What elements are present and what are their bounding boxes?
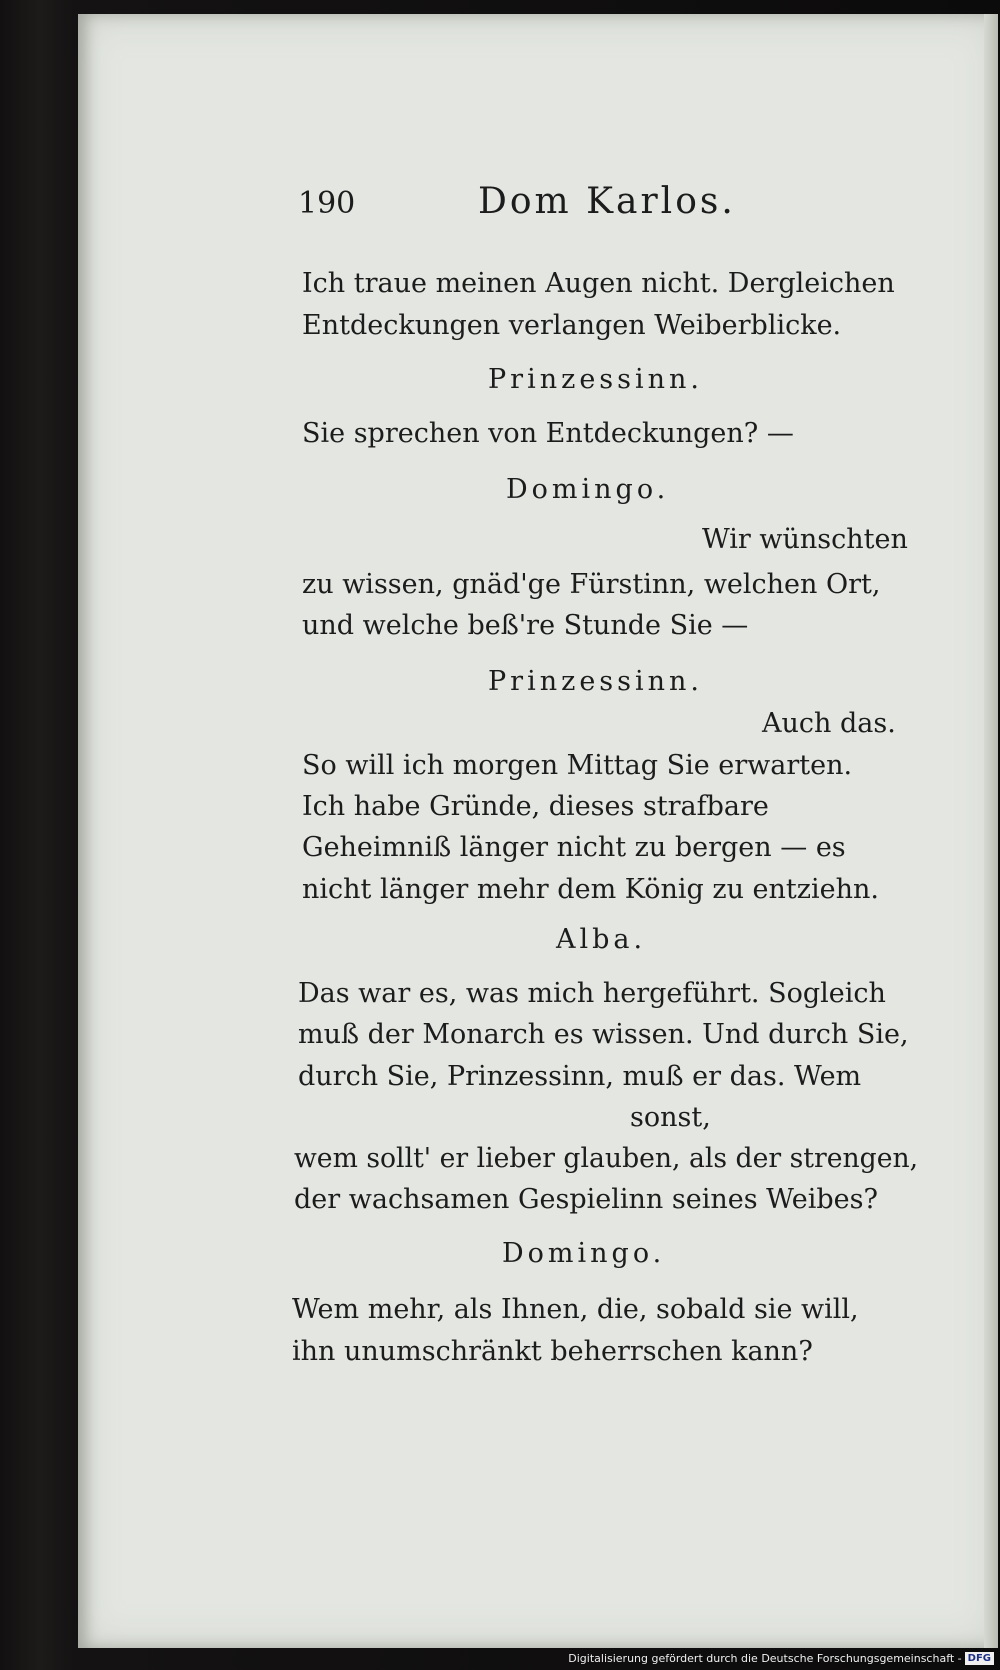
- running-title: Dom Karlos.: [478, 181, 736, 222]
- text-line: Ich traue meinen Augen nicht. Dergleichen: [302, 268, 895, 299]
- text-line: durch Sie, Prinzessinn, muß er das. Wem: [298, 1061, 862, 1092]
- text-line: Entdeckungen verlangen Weiberblicke.: [302, 310, 842, 341]
- text-line: Ich habe Gründe, dieses strafbare: [302, 791, 769, 822]
- speaker-name: Domingo.: [502, 1238, 666, 1269]
- text-line: So will ich morgen Mittag Sie erwarten.: [302, 750, 853, 781]
- text-line: muß der Monarch es wissen. Und durch Sie,: [298, 1019, 909, 1050]
- text-line: Sie sprechen von Entdeckungen? —: [302, 418, 794, 449]
- text-line: Wir wünschten: [702, 524, 908, 555]
- speaker-name: Domingo.: [506, 474, 670, 505]
- credit-text: Digitalisierung gefördert durch die Deutsche Forschungsgemeinschaft -: [568, 1652, 962, 1665]
- dfg-logo: DFG: [965, 1652, 994, 1665]
- text-line: und welche beß're Stunde Sie —: [302, 610, 749, 641]
- text-line: zu wissen, gnäd'ge Fürstinn, welchen Ort,: [302, 569, 881, 600]
- page-number: 190: [298, 186, 356, 221]
- digitization-credit: [568, 1652, 994, 1665]
- speaker-name: Prinzessinn.: [488, 666, 704, 697]
- text-line: sonst,: [630, 1102, 711, 1133]
- text-line: ihn unumschränkt beherrschen kann?: [292, 1336, 813, 1367]
- text-line: der wachsamen Gespielinn seines Weibes?: [294, 1184, 878, 1215]
- page-edge: [984, 14, 998, 1648]
- book-page: [78, 14, 998, 1648]
- text-line: nicht länger mehr dem König zu entziehn.: [302, 874, 879, 905]
- speaker-name: Alba.: [556, 924, 647, 955]
- text-line: Geheimniß länger nicht zu bergen — es: [302, 832, 846, 863]
- speaker-name: Prinzessinn.: [488, 364, 704, 395]
- text-line: Auch das.: [762, 708, 896, 739]
- text-line: wem sollt' er lieber glauben, als der strengen,: [294, 1143, 919, 1174]
- text-line: Das war es, was mich hergeführt. Sogleich: [298, 978, 886, 1009]
- text-line: Wem mehr, als Ihnen, die, sobald sie will,: [292, 1294, 859, 1325]
